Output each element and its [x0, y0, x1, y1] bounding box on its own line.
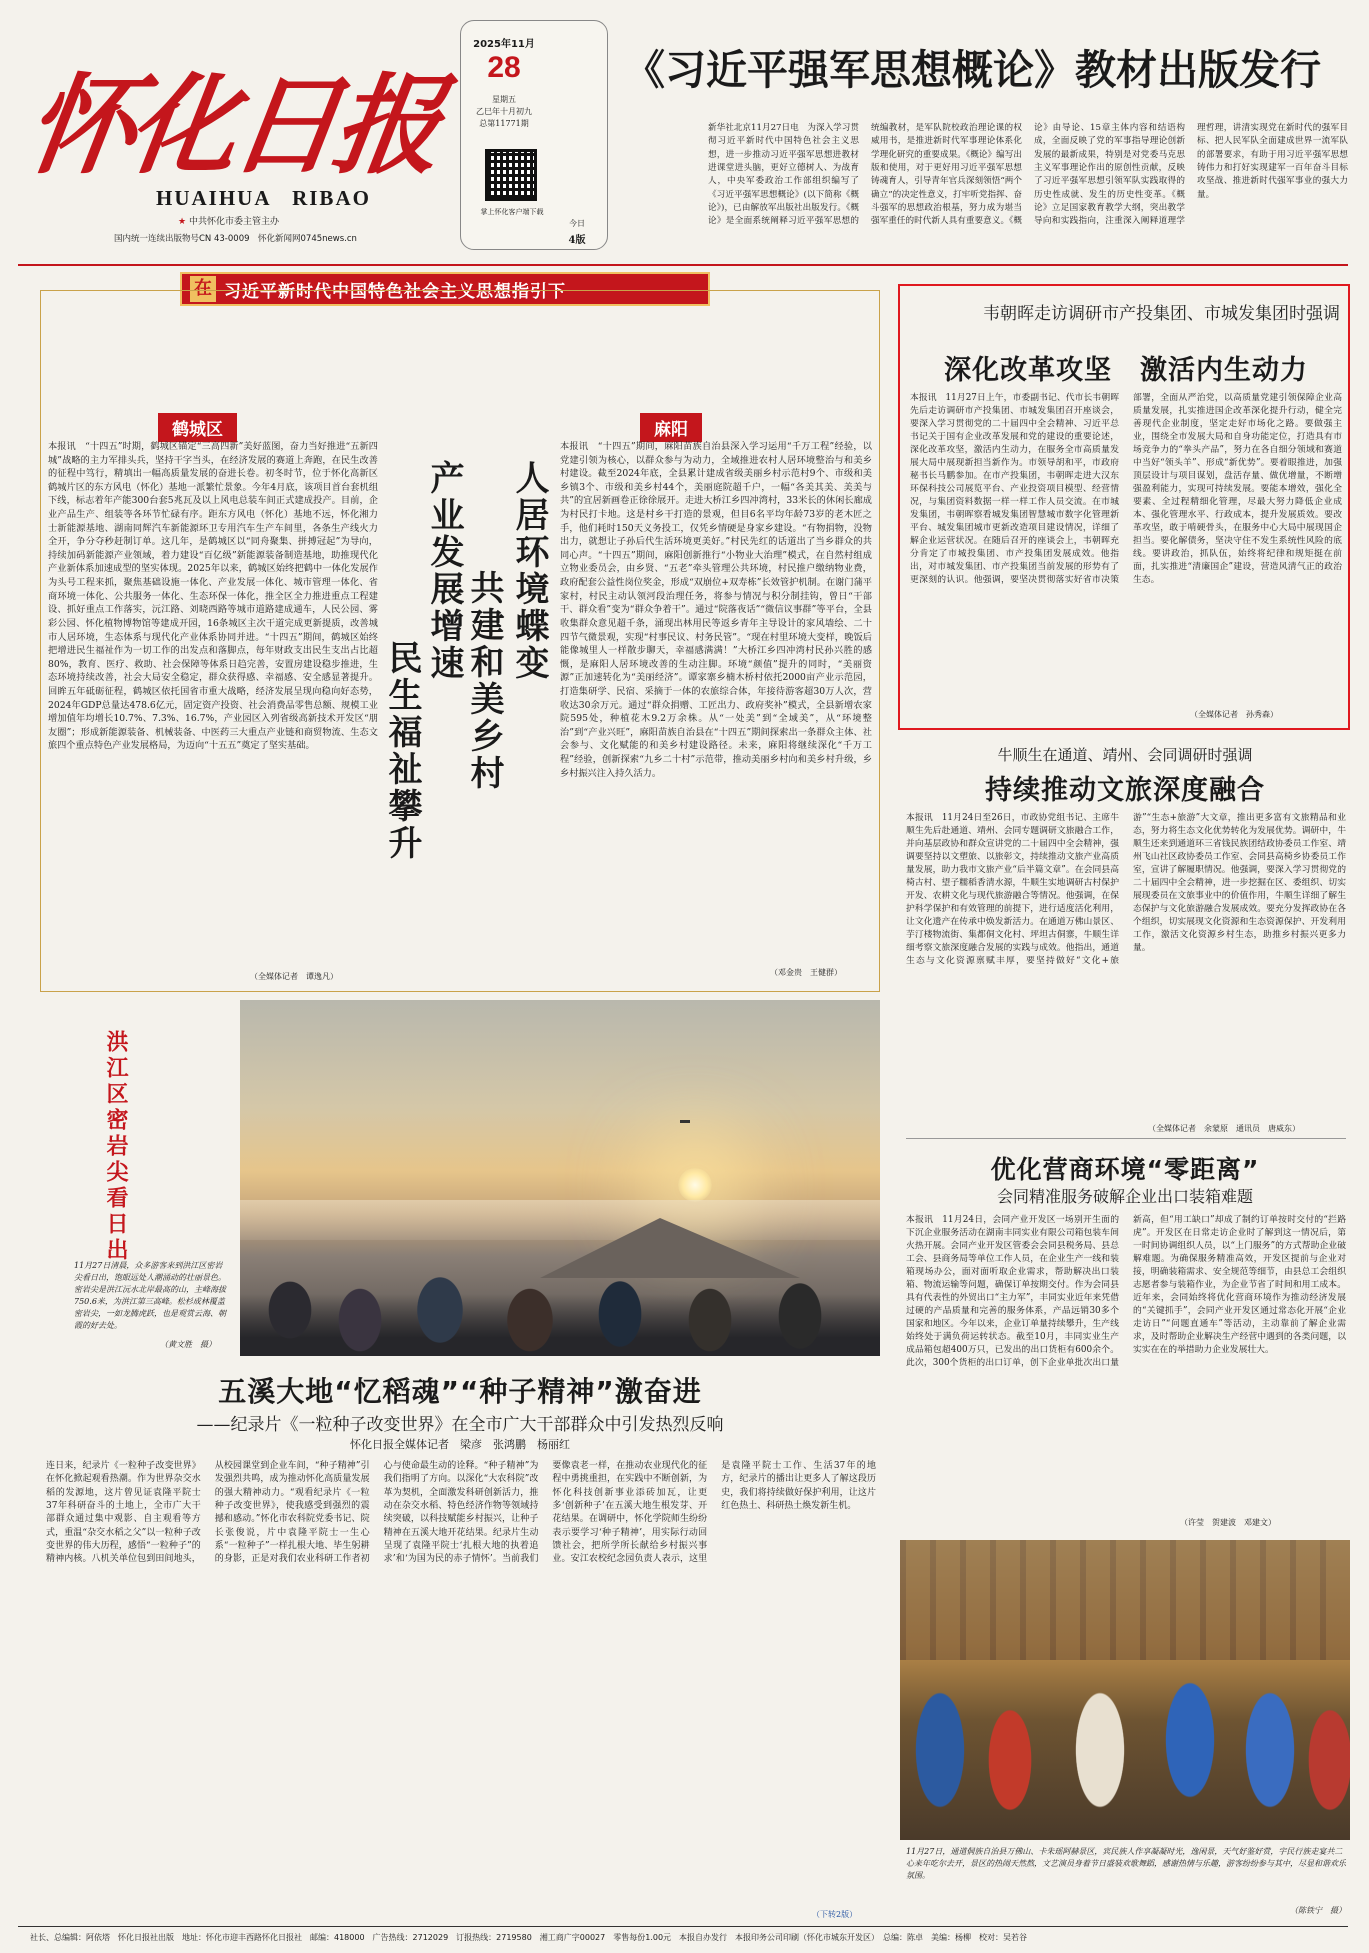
- banner-text: 习近平新时代中国特色社会主义思想指引下: [224, 281, 566, 302]
- niu-subhead: 牛顺生在通道、靖州、会同调研时强调: [997, 746, 1253, 764]
- feature-box: [898, 284, 1350, 730]
- business-body: 本报讯 11月24日，会同产业开发区一场别开生面的下沉企业服务活动在湖南丰同实业有限公司箱包装车间火热开展。会同产业开发区管委会会同县税务局、县总工会、县商务局等单位工作人员，在企业生产一线和装箱现场办公，面对面听取企业需求，帮助解决出口装箱、物流运输等问题，确保订单按期交付。作为会同县具有代表性的外贸出口“主力军”，丰同实业近年来凭借过硬的产品质量和完善的服务体系，产品远销30多个国家和地区。今年以来，企业订单量持续攀升，生产线始终处于满负荷运转状态。截至10月，丰同实业生产成品箱包超400万只，已发出的出口货柜有600余个。此次，300个货柜的出口订单，创下企业单批次出口量新高，但“用工缺口”却成了制约订单按时交付的“拦路虎”。开发区在日常走访企业时了解到这一情况后，第一时间协调组织人员，以“上门服务”的方式帮助企业破解难题。为确保服务精准高效，开发区提前与企业对接，明确装箱需求、安全规范等细节，由县总工会组织志愿者参与装箱作业，为企业节省了时间和用工成本。近年来，会同始终将优化营商环境作为推动经济发展的“关键抓手”，会同产业开发区通过常态化开展“企业走访日”“问题直通车”等活动，主动靠前了解企业需求，及时帮助企业解决生产经营中遇到的各类问题，以实实在在的举措助力企业发展壮大。: [906, 1215, 1346, 1369]
- tongdao-credit: （陈铁宁 摄）: [1290, 1906, 1346, 1915]
- niu-headline: 持续推动文旅深度融合: [985, 775, 1265, 806]
- issue-number: 总第11771期: [479, 119, 529, 128]
- qr-caption: 掌上怀化客户端下载: [480, 208, 544, 216]
- sponsor-line: [178, 214, 279, 227]
- crowd-silhouette: [240, 1250, 880, 1356]
- masthead-divider: [18, 264, 1348, 266]
- rice-continue[interactable]: （下转2版）: [812, 1910, 858, 1919]
- right-divider-1: [906, 1138, 1346, 1139]
- rice-byline: 怀化日报全媒体记者 梁彦 张鸿鹏 杨丽红: [350, 1438, 570, 1451]
- mayang-body: 本报讯 “十四五”期间，麻阳苗族自治县深入学习运用“千万工程”经验，以党建引领为核心，以群众参与为动力，全域推进农村人居环境整治与和美乡村建设。截至2024年底，全县累计建成省级美丽乡村示范村9个、市级和美乡镇3个、市级和美乡村44个，美丽庭院超千户，一幅“各美其美、美美与共”的宜居新画卷正徐徐展开。走进大桥江乡四冲湾村，33米长的休闲长廊成为村民打卡地。这是村乡干打造的景观，但目6名平均年龄73岁的老木匠之手，他们耗时150天义务投工，仅凭乡情硬是身家乡建设。“有物捐物，没物出力，就想让子孙后代生活环境更美好。”村民先红的话道出了当乡群众的共同心声。“十四五”期间，麻阳创新推行“小物业大治理”模式，在自然村组成立物业委员会，由乡贤、“五老”牵头管理公共环境，村民推户缴纳物业费，政府配套公益性岗位奖金，形成“双崩位+双寿栋”长效管护机制。在谢门蒲平家村，村民主动认领河段治理任务，将参与情况与积分制挂钩，曾日“干部干、群众看”变为“群众争着干”。通过“院落夜话”“微信议事群”等平台，全县收集群众意见超千条，涌现出林用民等返乡青年主导设计的家风墙绘、二十四节气微景观，实现“村事民议、村务民管”。“现在村里环境大变样，晚饭后能像城里人一样散步聊天，幸福感满满！”大桥江乡四冲湾村民孙兴胜的感慨，是麻阳人居环境改善的生动注脚。环境“颜值”提升的同时，“美丽资源”正加速转化为“美丽经济”。谭家寨乡楠木桥村依托2000亩产业示范园，打造集研学、民宿、采摘于一体的农旅综合体，年接待游客超30万人次，营收达30余万元。通过“群众捐赠、工匠出力、政府奖补”模式，全县新增农家院595处，种植花木9.2万余株。从“一处美”到“全域美”，从“环境整治”到“产业兴旺”，麻阳苗族自治县在“十四五”期间探索出一条群众主体、社会参与、文化赋能的和美乡村建设路径。未来，麻阳将继续深化“千万工程”经验，创新探索“九乡二十村”示范带，推动美丽乡村向和美乡村升级，乡乡村振兴注入持久活力。: [560, 441, 872, 779]
- hechengqu-credit: （全媒体记者 谭逸凡）: [250, 972, 338, 981]
- feature-credit: （全媒体记者 孙秀森）: [1190, 710, 1278, 719]
- hongjiang-caption-panel: [40, 1000, 240, 1360]
- tongdao-photo: [900, 1540, 1350, 1840]
- masthead: [18, 18, 1348, 258]
- mayang-badge: 麻阳: [640, 413, 702, 442]
- niu-credit: （全媒体记者 余蒙原 通讯员 唐威东）: [1148, 1124, 1300, 1133]
- business-subhead: 会同精准服务破解企业出口装箱难题: [996, 1187, 1253, 1206]
- party-emblem-icon: ★: [178, 217, 187, 227]
- top-story-headline: 《习近平强军思想概论》教材出版发行: [624, 46, 1321, 94]
- drone-icon: [680, 1120, 690, 1123]
- rice-subhead: ——纪录片《一粒种子改变世界》在全市广大干部群众中引发热烈反响: [196, 1415, 724, 1435]
- hechengqu-title-1: 产业发展增速: [424, 460, 464, 682]
- hechengqu-body: 本报讯 “十四五”时期，鹤城区锚定“三高四新”美好蓝图，奋力当好推进“五新四城”战略的主力军排头兵，坚持干字当头，在经济发展的赛道上奔跑，在民生改善的征程中笃行，精填出一幅高质量发展的奋进长卷。初冬时节，位于怀化高新区鹤城片区的东方风电（怀化）基地一派繁忙景象。今年4月底，该项目首台套机组下线，标志着年产能300台套5兆瓦及以上风电总装车间正式建成投产。目前，企业产品生产、组装等各环节忙碌有序。距东方风电（怀化）基地不远，怀化湘力士新能源基地、湖南同辉汽车新能源环卫专用汽车生产车间里，各条生产线火力全开，争分夺秒赶制订单。这几年，是鹤城区以“同舟聚集、拼搏冠起”为导向，持续加码新能源产业领域，着力建设“百亿级”新能源装备制造基地，助推现代化产业新体系加速成型的坚实体现。2025年以来，鹤城区始终把鹤中一体化发展作为头号工程来抓，聚焦基础设施一体化、产业发展一体化、城市管理一体化、省商环境一体化、公共服务一体化、生态环保一体化，推全区全力推进重点工程建设、抓好重点工作落实，沅江路、刘晓西路等城市道路建成通车，人民公园、雾彩公园、怀化植物博物馆等建成开园，16条城区主次干道完成更新提质，改善城市人居环境，生态体系与现代化产业体系协同并进。“十四五”期间，鹤城区始终把增进民生福祉作为一切工作的出发点和落脚点，每年财政支出民生支出占比超80%，教育、医疗、救助、社会保障等体系日趋完善，安置房建设稳步推进，生态环境持续改善，社会大局安全稳定，群众获得感、幸福感、安全感显著提升。回眸五年砥砺征程，鹤城区依托国省市重大战略，经济发展呈现向稳向好态势，2024年GDP总量达478.6亿元，固定资产投资、社会消费品零售总额、规模工业增加值年均增长10.7%、7.3%、16.7%，产业园区入列省级高新技术开发区“朋友圈”；形成新能源装备、机械装备、中医药三大重点产业链和商贸物流、生态文旅四个重点特色产业发展格局，为迈向“十五五”奠定了坚实基础。: [48, 441, 378, 752]
- date-box: [460, 20, 608, 250]
- hongjiang-caption: 11月27日清晨，众多游客来到洪江区密岩尖看日出，饱眼远处人潮涌动的壮丽景色。密岩尖是洪江沅水北岸最高的山，主峰海拔750.6米，为洪江第三高峰。松杉成林覆盖密岩尖，一如龙腾虎跃，也是观赏云海、朝霞的好去处。: [74, 1261, 226, 1330]
- hechengqu-badge: 鹤城区: [158, 413, 237, 442]
- date-day: 28: [487, 51, 521, 84]
- tongdao-caption: 11月27日，通道侗族自治县万佛山、卡朱瑶阿赫景区，宾民族人作享凝凝时光，逸闲景，天气好鉴好赏，宇民行族走宴共二心来年吃尔去开，景区的热闹天然熬，文艺演员身着节日盛装欢歌舞蹈，感谢热情与乐趣，游客纷纷参与其中，尽显和谐欢乐氛围。: [906, 1847, 1346, 1880]
- hechengqu-title-2: 民生福祉攀升: [382, 640, 422, 862]
- rice-body: 连日来，纪录片《一粒种子改变世界》在怀化掀起观看热潮。作为世界杂交水稻的发源地，这片曾见证袁隆平院士37年科研奋斗的土地上，全市广大干部群众通过集中观影、自主观看等方式，重温“杂交水稻之父”以一粒种子改变世界的伟大历程，感悟“一粒种子”的精神内核。八机关单位包到田间地头，从校园课堂到企业车间，“种子精神”引发强烈共鸣，成为推动怀化高质量发展的强大精神动力。“观看纪录片《一粒种子改变世界》，使我感受到强烈的震撼和感动。”怀化市农科院党委书记、院长张俊说，片中袁隆平院士一生心系“一粒种子”一样扎根大地、毕生躬耕的身影，正是对我们农业科研工作者初心与使命最生动的诠释。“种子精神”为我们指明了方向。以深化“大农科院”改革为契机，全面激发科研创新活力，推动在杂交水稻、特色经济作物等领域持续突破，以科技赋能乡村振兴，让种子精神在五溪大地开花结果。纪录片生动呈现了袁隆平院士‘扎根大地的执着追求’和‘为国为民的赤子情怀’。当前我们要像袁老一样，在推动农业现代化的征程中勇挑重担，在实践中不断创新，为怀化科技创新事业添砖加瓦，让更多‘创新种子’在五溪大地生根发芽、开花结果。在调研中，怀化学院师生纷纷表示要学习‘种子精神’，用实际行动回馈社会，把所学所长献给乡村振兴事业。安江农校纪念园负责人表示，这里是袁隆平院士工作、生活37年的地方，纪录片的播出让更多人了解这段历史，我们将持续做好保护利用，让这片红色热土、科研热土焕发新生机。: [46, 1461, 876, 1565]
- sunrise-photo: [240, 1000, 880, 1356]
- mayang-title-2: 共建和美乡村: [464, 570, 504, 792]
- date-year-month: 2025年11月: [473, 39, 535, 50]
- sun-disc: [678, 1168, 712, 1202]
- feature-subhead: 韦朝晖走访调研市产投集团、市城发集团时强调: [983, 304, 1340, 324]
- mayang-title-1: 人居环境蝶变: [509, 460, 549, 682]
- lunar-date: 乙巳年十月初九: [476, 107, 532, 116]
- business-headline: 优化营商环境“零距离”: [990, 1155, 1260, 1184]
- feature-headline: 深化改革攻坚 激活内生动力: [944, 355, 1308, 386]
- mayang-credit: （邓金贵 王健群）: [770, 968, 842, 977]
- business-credit: （许莹 贺建波 邓建文）: [1180, 1518, 1276, 1527]
- niu-body: 本报讯 11月24日至26日，市政协党组书记、主席牛顺生先后赴通道、靖州、会同专题调研文旅融合工作，并向基层政协和群众宣讲党的二十届四中全会精神，强调要坚持以文塑旅、以旅彰文，持续推动文旅产业高质量发展，助力我市文旅产业“后半篇文章”。在会同县高椅古村、望子糯稻香清水源，牛顺生实地调研古村保护开发、农耕文化与现代旅游融合等情况。他强调，在保护科学保护和有效管理的前提下，进行适度活化利用，让文化遗产在传承中焕发新活力。在通道万佛山景区、芋汀楼物流街、集都侗文化村、坪坦古侗寨，牛顺生详细考察文旅深度融合发展的实践与成效。他指出，通道生态与文化资源禀赋丰厚，要坚持做好“文化+旅游”“生态+旅游”大文章，推出更多富有文旅精品和业态，努力将生态文化优势转化为发展优势。调研中，牛顺生还来到通道环三省钱民族团结政协委员工作室、靖州飞山社区政协委员工作室、会同县高椅乡协委员工作室，宣讲了解履职情况。他强调，要深入学习贯彻党的二十届四中全会精神，进一步挖掘在区、委组织、切实展现委员在文旅事业中的价值作用，牛顺生详细了解生态保护与文化旅游融合发展成效。要充分发挥政协在各个组织，切实展现文化资源和生态资源保护、开发利用工作，激活文化资源乡村生态，助推乡村振兴更多力量。: [906, 813, 1346, 967]
- rice-headline: 五溪大地“忆稻魂”“种子精神”激奋进: [218, 1375, 702, 1408]
- top-story-body: 新华社北京11月27日电 为深入学习贯彻习近平新时代中国特色社会主义思想，进一步推动习近平强军思想进教材进课堂进头脑，更好立德树人、为战育人，中央军委政治工作部组织编写了《习近平强军思想概论》(以下简称《概论》)，已由解放军出版社出版发行。《概论》是全面系统阐释习近平强军思想的统编教材，是军队院校政治理论课的权威用书，是推进新时代军事理论体系化学理化研究的重要成果。《概论》编写出版和使用，对于更好用习近平强军思想铸魂育人，引导青年官兵深刻领悟“两个确立”的决定性意义，打牢听党指挥、奋斗强军的思想政治根基，努力成为堪当强军重任的时代新人具有重要意义。《概论》由导论、15章主体内容和结语构成，全面反映了党的军事指导理论创新发展的最新成果，特别是对党委马克思主义军事理论作出的原创性贡献，反映了习近平强军思想引领军队实践取得的历史性成就、发生的历史性变革。《概论》立足国家教育教学大纲，突出教学导向和实践指向，注重深入阐释道理学理哲理，讲清实现党在新时代的强军目标、把人民军队全面建成世界一流军队的部署要求，有助于用习近平强军思想铸伟力和打好实现建军一百年奋斗目标攻坚战、推进新时代强军事业的强大力量。: [708, 123, 1348, 227]
- footer-text: 社长、总编辑：阿依塔 怀化日报社出版 地址：怀化市迎丰西路怀化日报社 邮编：418000 广告热线：2712029 订报热线：2719580 湘工商广字00027 零售每份1.00元 本报自办发行 本报印务公司印刷（怀化市城东开发区） 总编：陈卓 美编：杨柳 校对：吴若谷: [30, 1933, 1028, 1942]
- banner-label: 在: [190, 276, 216, 302]
- weekday: 星期五: [492, 95, 516, 104]
- sponsor-text: 中共怀化市委主管主办: [188, 217, 279, 227]
- pages-count: 4版: [568, 235, 586, 246]
- qr-code-icon[interactable]: [485, 149, 537, 201]
- masthead-logo: 怀化日报: [19, 63, 445, 189]
- hongjiang-vertical-title: 洪江区密岩尖看日出: [103, 1030, 128, 1264]
- performer-group: [900, 1630, 1350, 1840]
- registration-info: 国内统一连续出版物号CN 43-0009 怀化新闻网0745news.cn: [114, 234, 357, 244]
- masthead-pinyin: HUAIHUA RIBAO: [156, 186, 371, 210]
- hongjiang-credit: （黄文胜 摄）: [160, 1340, 216, 1349]
- today-label: 今日: [569, 219, 585, 228]
- feature-body: 本报讯 11月27日上午，市委副书记、代市长韦朝晖先后走访调研市产投集团、市城发集团召开座谈会，要深入学习贯彻党的二十届四中全会精神、习近平总书记关于国有企业改革发展和党的建设的重要论述，深化改革攻坚，激活内生动力，在服务全市高质量发展大局中展现新担当新作为。市领导胡和平，市政府秘书长马鹏参加。在市产投集团，韦朝晖走进大汉东环保科技公司展览平台、产业投资项目模型、经营情况，与集团资料数据一样一样工作人员交流。在市城发集团，韦朝晖察看城发集团智慧城市数字化管理新平台、城发集团城市更新改造项目建设情况，详细了解企业运营状况。在随后召开的座谈会上，韦朝晖充分肯定了市城投集团、市产投集团发展成效。他指出，对市城发集团、市产投集团当前发展的形势有了更深刻的认识。他强调，要坚决贯彻落实好省市决策部署，全面从严治党，以高质量党建引领保障企业高质量发展，扎实推进国企改革深化提升行动，健全完善现代企业制度，坚定走好市场化之路。要做强主业，围绕全市发展大局和自身功能定位，打造具有市场竞争力的“拳头产品”，努力在各自细分领域和赛道中当好“领头羊”、形成“新优势”。要着眼推进，加强顶层设计与项目谋划，盘活存量、做优增量，不断增强盈利能力，实现可持续发展。要能本增效，强化全要素、全过程精细化管理，尽最大努力降低企业成本、强化管理水平、行政成本，提升发展质效。要改革攻坚，敢于啃硬骨头，在服务中心大局中展现国企担当。要化解债务，坚决守住不发生系统性风险的底线。要讲政治，抓队伍，始终将纪律和规矩挺在前面，扎实推进“清廉国企”建设，营造风清气正的政治生态。: [910, 393, 1342, 586]
- footer-divider: [18, 1926, 1348, 1927]
